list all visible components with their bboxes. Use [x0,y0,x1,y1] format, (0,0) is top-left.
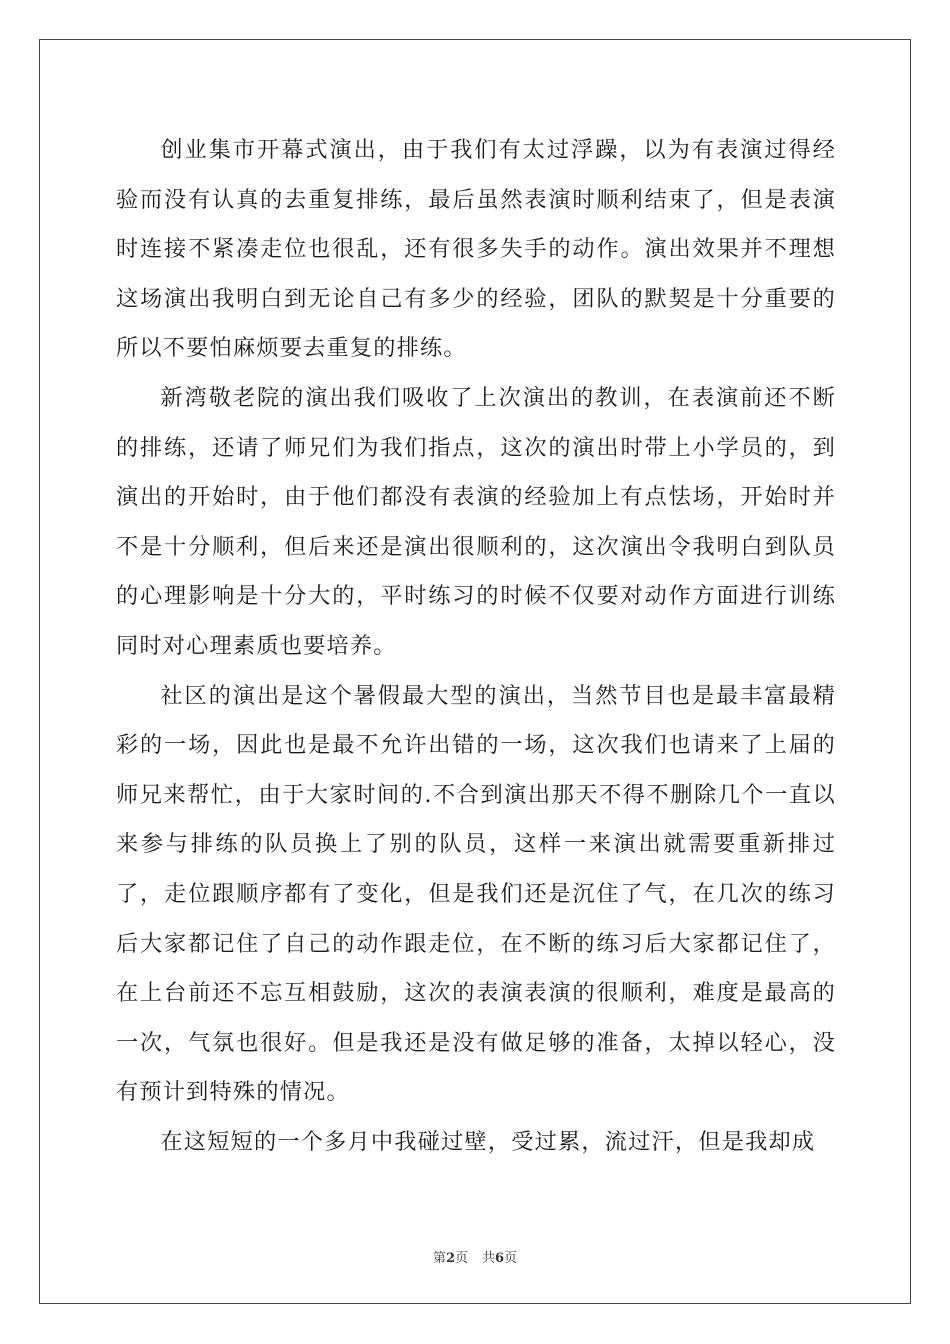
page-suffix: 页 [454,1251,468,1266]
document-body [116,126,836,1167]
total-prefix: 共 [482,1251,496,1266]
current-page-number: 2 [445,1251,455,1266]
paragraph-community-show: 社区的演出是这个暑假最大型的演出，当然节目也是最丰富最精彩的一场，因此也是最不允许出错的一场，这次我们也请来了上届的师兄来帮忙，由于大家时间的.不合到演出那天不得不删除几个一直以来参与排练的队员换上了别的队员，这样一来演出就需要重新排过了，走位跟顺序都有了变化，但是我们还是沉住了气，在几次的练习后大家都记住了自己的动作跟走位，在不断的练习后大家都记住了，在上台前还不忘互相鼓励，这次的表演表演的很顺利，难度是最高的一次，气氛也很好。但是我还是没有做足够的准备，太掉以轻心，没有预计到特殊的情况。 [116,682,836,1106]
page-number-footer [0,1247,950,1266]
paragraph-opening-ceremony: 创业集市开幕式演出，由于我们有太过浮躁，以为有表演过得经验而没有认真的去重复排练，最后虽然表演时顺利结束了，但是表演时连接不紧凑走位也很乱，还有很多失手的动作。演出效果并不理想这场演出我明白到无论自己有多少的经验，团队的默契是十分重要的所以不要怕麻烦要去重复的排练。 [116,137,836,362]
paragraph-nursing-home: 新湾敬老院的演出我们吸收了上次演出的教训，在表演前还不断的排练，还请了师兄们为我们指点，这次的演出时带上小学员的，到演出的开始时，由于他们都没有表演的经验加上有点怯场，开始时并不是十分顺利，但后来还是演出很顺利的，这次演出令我明白到队员的心理影响是十分大的，平时练习的时候不仅要对动作方面进行训练同时对心理素质也要培养。 [116,384,836,659]
total-suffix: 页 [504,1251,518,1266]
paragraph-conclusion: 在这短短的一个多月中我碰过壁，受过累，流过汗，但是我却成 [160,1128,816,1155]
page-prefix: 第 [432,1251,446,1266]
total-page-count: 6 [495,1251,505,1266]
